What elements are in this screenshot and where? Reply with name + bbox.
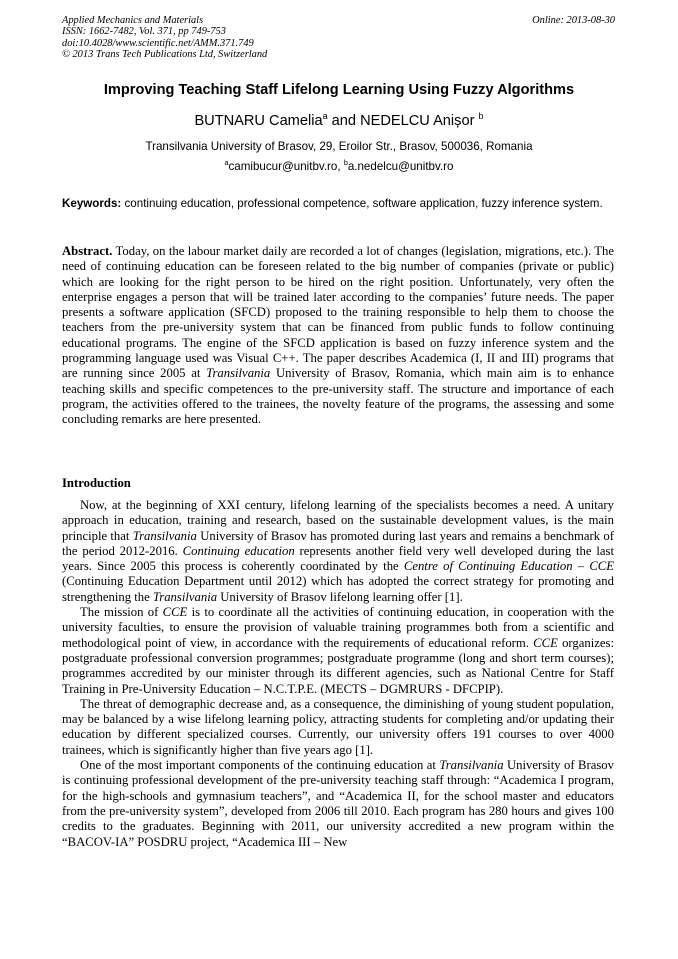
p2-text-b: is to coordinate all the activities of continuing education, in cooperation with the university faculties, to ensure the provision of valuable training programmes both from a scientific and methodological point of view, in accordance with the requirements of educational reform.: [62, 605, 614, 650]
intro-paragraph-4: [62, 758, 614, 850]
paper-title: Improving Teaching Staff Lifelong Learning Using Fuzzy Algorithms: [103, 82, 575, 98]
email-2: a.nedelcu@unitbv.ro: [347, 160, 454, 173]
online-date: Online: 2013-08-30: [532, 15, 615, 26]
abstract-italic-1: Transilvania: [206, 366, 271, 381]
email-1-mark: a: [224, 158, 229, 168]
email-line: [0, 160, 678, 173]
introduction-body: [62, 498, 614, 850]
author-1: BUTNARU Camelia: [194, 113, 323, 129]
journal-header: [62, 15, 267, 60]
author-2: NEDELCU Anișor: [360, 113, 479, 129]
p1-text-a: Now, at the beginning of XXI century, lifelong learning of the specialists becomes a need. A unitary approach in education, training and research, based on the sustainable development values, is the main principle that: [62, 498, 614, 543]
email-2-mark: b: [343, 158, 348, 168]
p2-text-c: organizes: postgraduate professional conversion programmes; postgraduate programme (long and short term courses); programmes accredited by our minister through its different agencies, such as National Centre for Staff Training in Pre-University Education – N.C.T.P.E. (MECTS – DGMRURS - DFCPIP).: [62, 635, 614, 696]
p1-italic-4: Transilvania: [152, 589, 218, 604]
p4-italic-1: Transilvania: [439, 758, 504, 773]
p4-text-a: One of the most important components of the continuing education at: [80, 758, 440, 773]
p2-italic-1: CCE: [162, 605, 188, 620]
p1-text-b: University of Brasov has promoted during last years and remains a benchmark of the period 2012-2016.: [62, 528, 615, 558]
abstract-label: Abstract.: [62, 244, 113, 258]
intro-paragraph-3: The threat of demographic decrease and, as a consequence, the diminishing of young student population, may be balanced by a wise lifelong learning policy, attracting students for completing and/or updating their education by different specialized courses. Currently, our university offers 191 courses to over 4000 trainees, which is significantly higher than five years ago [1].: [62, 696, 614, 757]
intro-paragraph-2: [62, 605, 614, 697]
p1-italic-2: Continuing education: [182, 543, 295, 558]
p1-text-c: represents another field very well developed during the last years. Since 2005 this process is coherently coordinated by the: [62, 543, 615, 574]
author-2-affil-mark: b: [478, 111, 484, 122]
abstract: [62, 244, 614, 428]
abstract-paragraph: [62, 244, 614, 428]
keywords-text: continuing education, professional competence, software application, fuzzy inference system.: [121, 197, 603, 210]
affiliation: Transilvania University of Brasov, 29, Eroilor Str., Brasov, 500036, Romania: [145, 140, 533, 153]
introduction-heading: Introduction: [62, 476, 131, 490]
copyright-line: © 2013 Trans Tech Publications Ltd, Switzerland: [62, 48, 268, 60]
author-line: [0, 113, 678, 129]
p2-italic-2: CCE: [533, 635, 558, 650]
author-conjunction: and: [327, 113, 361, 129]
abstract-text-2: University of Brasov, Romania, which main aim is to enhance teaching skills and specific competences to the pre-university staff. The structure and importance of each program, the activities offered to the trainees, the novelty feature of the programs, the assessing and some concluding remarks are here presented.: [62, 366, 614, 427]
journal-name: Applied Mechanics and Materials: [62, 15, 204, 26]
issn-line: ISSN: 1662-7482, Vol. 371, pp 749-753: [62, 26, 226, 38]
doi-line: doi:10.4028/www.scientific.net/AMM.371.749: [62, 37, 254, 49]
p1-text-e: University of Brasov lifelong learning offer [1].: [217, 589, 463, 604]
p2-text-a: The mission of: [80, 605, 163, 620]
email-1: camibucur@unitbv.ro,: [228, 160, 344, 173]
intro-paragraph-1: [62, 498, 614, 605]
keywords-label: Keywords:: [62, 197, 122, 210]
p1-text-d: (Continuing Education Department until 2012) which has adopted the correct strategy for promoting and strengthening the: [62, 574, 614, 604]
keywords: [62, 196, 614, 212]
p1-italic-1: Transilvania: [132, 528, 197, 543]
abstract-text-1: Today, on the labour market daily are recorded a lot of changes (legislation, migrations, etc.). The need of continuing education can be foreseen related to the big number of companies (private or public) which are looking for the right person to be hired on the right position. Unfortunately, very often the enterprise engages a person that will be trained later according to the companies’ future needs. The paper presents a software application (SFCD) proposed to the training responsible to help them to choose the teachers from the pre-university system that can be financed from public funds to follow continuing educational programs. The engine of the SFCD application is based on fuzzy inference system and the programming language used was Visual C++. The paper describes Academica (I, II and III) programs that are running since 2005 at: [62, 244, 614, 381]
author-1-affil-mark: a: [322, 111, 328, 122]
p4-text-b: University of Brasov is continuing professional development of the pre-university teaching staff through: “Academica I program, for the high-schools and gymnasium teachers”, and “Academica II, for the school master and educators from the pre-university system”, developed from 2006 till 2010. Each program has 280 hours and gives 100 credits to the graduates. Beginning with 2011, our university accredited a new program within the “BACOV-IA” POSDRU project, “Academica III – New: [62, 758, 614, 849]
p1-italic-3: Centre of Continuing Education – CCE: [403, 559, 614, 574]
